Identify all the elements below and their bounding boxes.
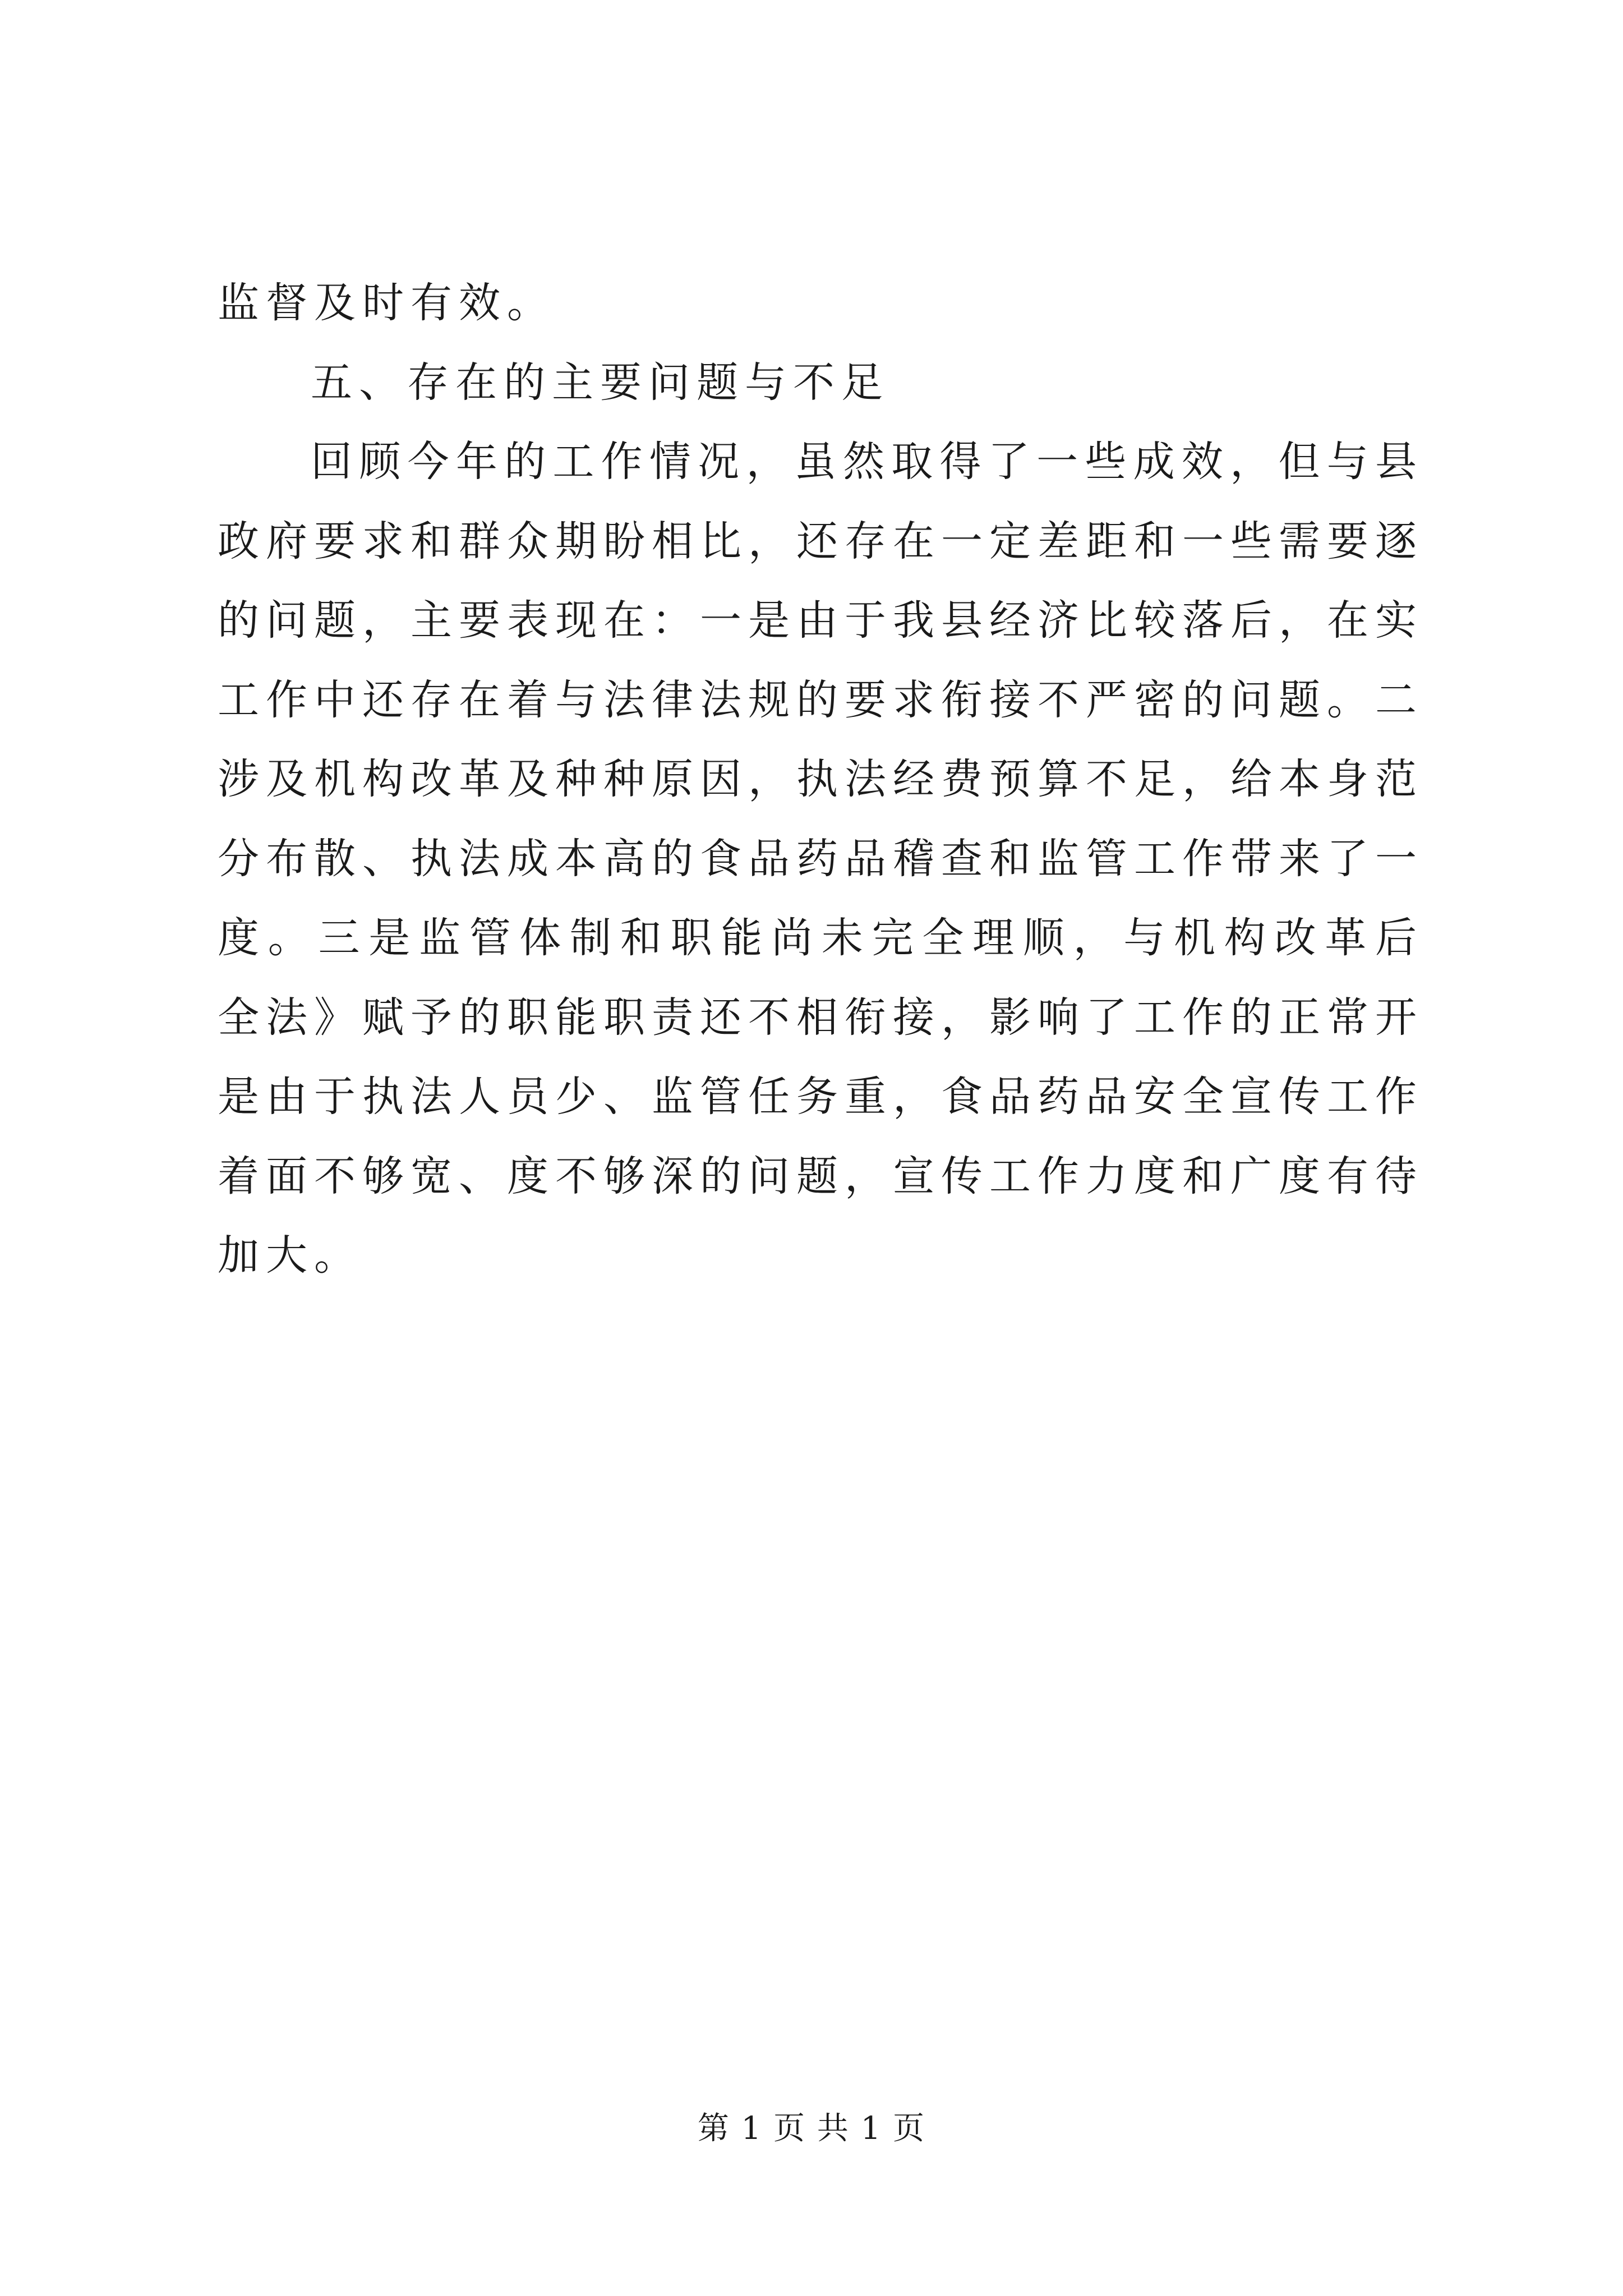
text-line-9: 度。三是监管体制和职能尚未完全理顺，与机构改革后	[218, 914, 1423, 962]
section-heading: 五、存在的主要问题与不足	[311, 358, 889, 407]
text-line-1: 监督及时有效。	[218, 279, 555, 327]
text-line-13: 加大。	[218, 1231, 362, 1280]
text-line-3: 回顾今年的工作情况，虽然取得了一些成效，但与县	[311, 438, 1423, 486]
text-line-7: 涉及机构改革及种种原因，执法经费预算不足，给本身范	[218, 755, 1423, 803]
text-line-11: 是由于执法人员少、监管任务重，食品药品安全宣传工作	[218, 1073, 1423, 1121]
text-line-5: 的问题，主要表现在：一是由于我县经济比较落后，在实	[218, 596, 1423, 645]
text-line-6: 工作中还存在着与法律法规的要求衔接不严密的问题。二	[218, 675, 1423, 724]
page-footer	[0, 2106, 1623, 2151]
text-line-10: 全法》赋予的职能职责还不相衔接，影响了工作的正常开	[218, 993, 1423, 1042]
text-line-4: 政府要求和群众期盼相比，还存在一定差距和一些需要逐	[218, 517, 1423, 565]
body-text	[218, 264, 1423, 1296]
text-line-8: 分布散、执法成本高的食品药品稽查和监管工作带来了一	[218, 834, 1423, 883]
page-number-label: 第 1 页 共 1 页	[697, 2110, 926, 2147]
text-line-12: 着面不够宽、度不够深的问题，宣传工作力度和广度有待	[218, 1152, 1423, 1200]
